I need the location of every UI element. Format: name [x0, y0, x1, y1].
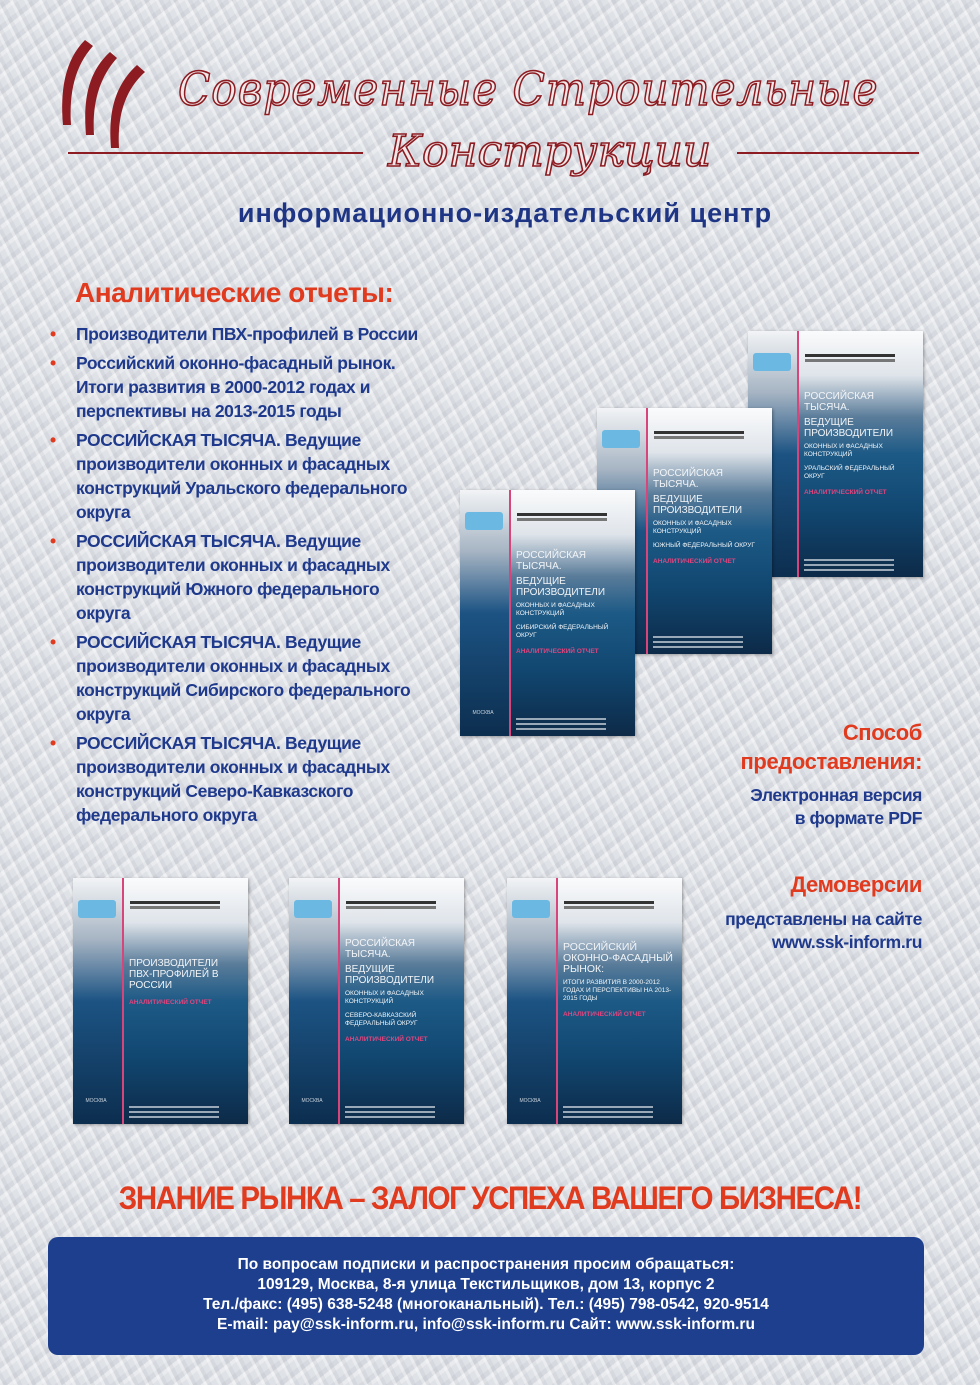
- cover-title: РОССИЙСКАЯ ТЫСЯЧА.: [345, 938, 415, 960]
- bullet-icon: •: [50, 324, 56, 344]
- contact-line-1: По вопросам подписки и распространения просим обращаться:: [237, 1256, 735, 1273]
- list-item: • РОССИЙСКАЯ ТЫСЯЧА. Ведущие производители оконных и фасадных конструкций Северо-Кавказского федерального округа: [50, 733, 390, 825]
- cover-sub: ОКОННЫХ И ФАСАДНЫХ КОНСТРУКЦИЙ: [804, 443, 883, 458]
- cover-district: СЕВЕРО-КАВКАЗСКИЙ ФЕДЕРАЛЬНЫЙ ОКРУГ: [345, 1012, 418, 1027]
- demo-line-1: представлены на сайте: [725, 909, 922, 929]
- bullet-icon: •: [50, 531, 56, 551]
- cover-caucasus: [289, 878, 464, 1124]
- cover-siberia: [460, 490, 635, 736]
- list-item: • Российский оконно-фасадный рынок. Итоги развития в 2000-2012 годах и перспективы на 2013-2015 годы: [50, 353, 396, 421]
- cover-city: МОСКВА: [85, 1098, 107, 1104]
- cover-report-label: АНАЛИТИЧЕСКИЙ ОТЧЕТ: [129, 999, 212, 1006]
- logo-title-line2: Конструкции: [388, 126, 712, 177]
- cover-sub: ИТОГИ РАЗВИТИЯ В 2000-2012 ГОДАХ И ПЕРСПЕКТИВЫ НА 2013-2015 ГОДЫ: [563, 979, 672, 1002]
- cover-lead: ВЕДУЩИЕ ПРОИЗВОДИТЕЛИ: [516, 576, 606, 598]
- cover-report-label: АНАЛИТИЧЕСКИЙ ОТЧЕТ: [804, 489, 887, 496]
- publisher-logo-icon: [602, 430, 640, 448]
- bullet-icon: •: [50, 430, 56, 450]
- cover-report-label: АНАЛИТИЧЕСКИЙ ОТЧЕТ: [345, 1036, 428, 1043]
- publisher-logo-icon: [78, 900, 116, 918]
- delivery-title-2: предоставления:: [740, 749, 922, 774]
- list-item: • РОССИЙСКАЯ ТЫСЯЧА. Ведущие производители оконных и фасадных конструкций Уральского федерального округа: [50, 430, 408, 522]
- bullet-icon: •: [50, 733, 56, 753]
- cover-city: МОСКВА: [519, 1098, 541, 1104]
- publisher-logo-icon: [465, 512, 503, 530]
- cover-sub: ОКОННЫХ И ФАСАДНЫХ КОНСТРУКЦИЙ: [345, 990, 424, 1005]
- publisher-logo-icon: [753, 353, 791, 371]
- cover-report-label: АНАЛИТИЧЕСКИЙ ОТЧЕТ: [653, 558, 736, 565]
- cover-sub: ОКОННЫХ И ФАСАДНЫХ КОНСТРУКЦИЙ: [516, 602, 595, 617]
- list-item: • РОССИЙСКАЯ ТЫСЯЧА. Ведущие производители оконных и фасадных конструкций Сибирского федерального округа: [50, 632, 411, 724]
- cover-report-label: АНАЛИТИЧЕСКИЙ ОТЧЕТ: [516, 648, 599, 655]
- demo-title: Демоверсии: [790, 872, 922, 897]
- contact-address: 109129, Москва, 8-я улица Текстильщиков, дом 13, корпус 2: [257, 1276, 715, 1293]
- subtitle: информационно-издательский центр: [237, 198, 773, 228]
- cover-title: ПРОИЗВОДИТЕЛИ ПВХ-ПРОФИЛЕЙ В РОССИИ: [129, 958, 219, 991]
- demo-site-link[interactable]: www.ssk-inform.ru: [771, 932, 922, 952]
- publisher-logo-icon: [294, 900, 332, 918]
- logo-title-line1: Современные Строительные: [178, 62, 879, 116]
- publisher-logo-icon: [512, 900, 550, 918]
- cover-district: СИБИРСКИЙ ФЕДЕРАЛЬНЫЙ ОКРУГ: [516, 624, 609, 639]
- reports-title: Аналитические отчеты:: [75, 277, 394, 308]
- cover-report-label: АНАЛИТИЧЕСКИЙ ОТЧЕТ: [563, 1011, 646, 1018]
- logo-swoosh-icon: [55, 30, 155, 155]
- list-item: • РОССИЙСКАЯ ТЫСЯЧА. Ведущие производители оконных и фасадных конструкций Южного федерального округа: [50, 531, 390, 623]
- cover-market: [507, 878, 682, 1124]
- delivery-title-1: Способ: [842, 720, 922, 745]
- cover-title: РОССИЙСКАЯ ТЫСЯЧА.: [804, 391, 874, 413]
- cover-sub: ОКОННЫХ И ФАСАДНЫХ КОНСТРУКЦИЙ: [653, 520, 732, 535]
- cover-title: РОССИЙСКИЙ ОКОННО-ФАСАДНЫЙ РЫНОК:: [563, 941, 673, 975]
- cover-district: ЮЖНЫЙ ФЕДЕРАЛЬНЫЙ ОКРУГ: [653, 542, 755, 549]
- delivery-line-1: Электронная версия: [750, 785, 922, 805]
- logo-rule-right: [737, 152, 919, 154]
- contact-box: [48, 1237, 924, 1355]
- cover-city: МОСКВА: [301, 1098, 323, 1104]
- cover-ural: [748, 331, 923, 577]
- cover-city: МОСКВА: [472, 710, 494, 716]
- cover-pvc: [73, 878, 248, 1124]
- cover-title: РОССИЙСКАЯ ТЫСЯЧА.: [516, 550, 586, 572]
- cover-title: РОССИЙСКАЯ ТЫСЯЧА.: [653, 468, 723, 490]
- cover-lead: ВЕДУЩИЕ ПРОИЗВОДИТЕЛИ: [653, 494, 743, 516]
- contact-email-site[interactable]: E-mail: pay@ssk-inform.ru, info@ssk-inform.ru Сайт: www.ssk-inform.ru: [217, 1316, 755, 1333]
- cover-lead: ВЕДУЩИЕ ПРОИЗВОДИТЕЛИ: [804, 417, 894, 439]
- delivery-line-2: в формате PDF: [794, 808, 922, 828]
- reports-list: [50, 322, 430, 832]
- slogan: ЗНАНИЕ РЫНКА – ЗАЛОГ УСПЕХА ВАШЕГО БИЗНЕСА!: [118, 1180, 862, 1216]
- bullet-icon: •: [50, 353, 56, 373]
- contact-phones: Тел./факс: (495) 638-5248 (многоканальный). Тел.: (495) 798-0542, 920-9514: [203, 1296, 769, 1313]
- logo-rule-left: [68, 152, 363, 154]
- list-item: • Производители ПВХ-профилей в России: [50, 324, 418, 344]
- bullet-icon: •: [50, 632, 56, 652]
- cover-district: УРАЛЬСКИЙ ФЕДЕРАЛЬНЫЙ ОКРУГ: [804, 465, 895, 480]
- cover-lead: ВЕДУЩИЕ ПРОИЗВОДИТЕЛИ: [345, 964, 435, 986]
